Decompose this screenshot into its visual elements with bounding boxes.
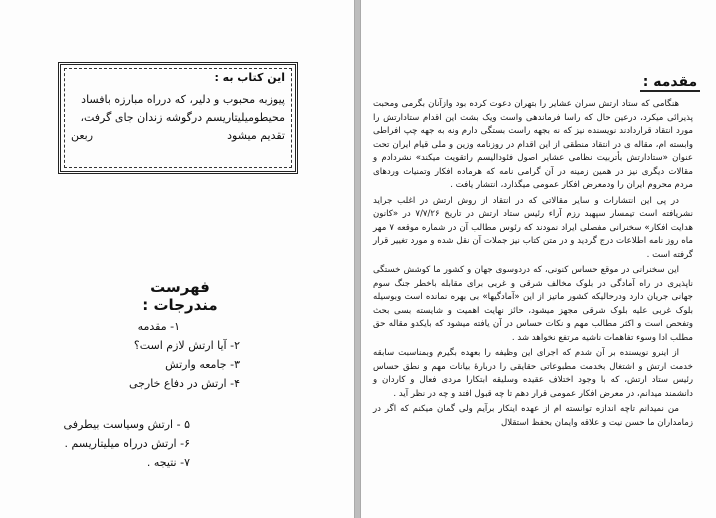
paragraph: من نمیدانم تاچه اندازه توانسته ام از عهده اینکار برآیم ولی گمان میکنم که اگر در زمامداران ما حسن نیت و علاقه وایمان بحفظ استقلال bbox=[373, 404, 693, 428]
paragraph: در پی این انتشارات و سایر مقالاتی که در انتقاد از روش ارتش در اغلب جراید نشریافته است تیمسار سپهبد رزم آراء رئیس ستاد ارتش در تاریخ ۷/۷/۲۶ در «کانون هدایت افکار» سخنرانی مفصلی ایراد نمودند که رئوس مطالب آن در شماره موقعه ۷ مهر ماه روز نامه اطلاعات درج گردید و در متن کتاب نیز جملات آن نقل شده و مورد تغییر قرار گرفته است . bbox=[373, 195, 693, 260]
right-page bbox=[360, 0, 716, 518]
dedication-closing: تقدیم میشود bbox=[227, 129, 285, 142]
toc-item: ۱- مقدمه bbox=[137, 320, 180, 333]
toc-list bbox=[40, 320, 300, 469]
dedication-line: پیوزبه محبوب و دلیر، که درراه مبارزه بافساد bbox=[81, 93, 285, 106]
toc-title: فهرست مندرجات : bbox=[142, 278, 218, 314]
toc-item: ۲- آیا ارتش لازم است؟ bbox=[133, 339, 240, 352]
toc-item: ۳- جامعه وارتش bbox=[165, 358, 240, 371]
toc-item: ۵ - ارتش وسیاست بیطرفی bbox=[63, 418, 190, 431]
body-text bbox=[373, 98, 693, 432]
left-page bbox=[0, 0, 355, 518]
toc-item: ۴- ارتش در دفاع خارجی bbox=[128, 377, 240, 390]
section-title: مقدمه : bbox=[640, 74, 700, 92]
paragraph: از اینرو نویسنده بر آن شدم که اجرای این وظیفه را بعهده بگیرم وبمناسبت سابقه خدمت ارتش و اشتغال بخدمت مطبوعاتی حقایقی را دربارهٔ بیانات مهم و نطق حساس رئیس ستاد ارتش، که با وجود اختلاف عقیده وسلیقه ابتکارا مردی فعال و کاردان و دانشمند میدانم، در معرض افکار عمومی قرار دهم تا چه قبول افتد و چه در نظر آید . bbox=[373, 348, 693, 399]
dedication-heading: این کتاب به : bbox=[214, 71, 285, 84]
paragraph: هنگامی که ستاد ارتش سران عشایر را بتهران دعوت کرده بود وازآنان بگرمی ومحبت پذیرائی میکرد، درعین حال که راسا فرماندهی واست ویک بشت این اقدام ستادارتش را مورد انتقاد قراردادند نویسنده نیز که نه بجهه راست بستگی دارم ونه به جهه چپ افراطی وابسته ام، مقاله ی در انتقاد منطقی از این اقدام در روزنامه وزین و ملی قیام ایران تحت عنوان «ستادارتش بأتربیت نظامی عشایر اصول فئودالیسم راتقویت میکند» نشردادم و مقالات دیگری نیز در همین زمینه در آن گرامی نامه که هرماده افکار وتمنیات وردهای مردم محروم ایران را ودمعرض افکار عمومی میگذارد، انتشار یافت . bbox=[373, 99, 693, 190]
toc-item: ۶- ارتش درراه میلیتاریسم . bbox=[64, 437, 190, 450]
dedication-box bbox=[58, 62, 298, 174]
paragraph: این سخنرانی در موقع حساس کنونی، که دردوسوی جهان و کشور ما کوشش خستگی ناپذیری در راه آمادگی در بلوک مخالف شرقی و غربی برای مقابله باخطر جنگ سوم جهانی جریان دارد ودرحالیکه کشور ماتیز از این «آمادگیها» بی بهره نمانده است وبوسیله بلوک غربی علیه بلوک شرقی مجهز میشود، حائز نهایت اهمیت و شایسته بسی بحث وتفحص است و اکثر مطالب مهم و نکات حساس در آن یافته میشود که بایکدو مقاله حق مطلب ادا وسوء تفاهمات ناشیه مرتفع نخواهد شد . bbox=[373, 265, 693, 343]
dedication-signature: ربعن bbox=[71, 129, 94, 142]
toc-item: ۷- نتیجه . bbox=[146, 456, 190, 469]
dedication-line: محیطومیلیتاریسم درگوشه زندان جای گرفت، bbox=[80, 111, 285, 124]
